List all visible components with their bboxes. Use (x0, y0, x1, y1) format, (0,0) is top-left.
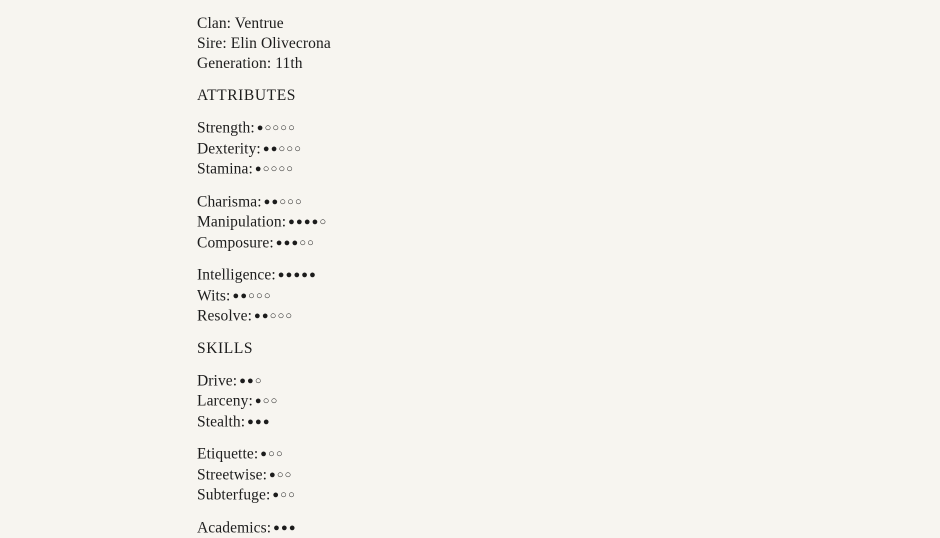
spacer (197, 180, 837, 192)
attributes-heading: ATTRIBUTES (197, 86, 837, 106)
spacer (197, 359, 837, 371)
trait-label: Wits: (197, 287, 230, 304)
trait-row (197, 286, 837, 307)
trait-dots: ●○○ (255, 395, 279, 407)
trait-dots: ●●○○○ (263, 143, 302, 155)
trait-label: Resolve: (197, 308, 252, 325)
trait-dots: ●●●●● (278, 269, 317, 281)
trait-label: Etiquette: (197, 446, 258, 463)
spacer (197, 506, 837, 518)
trait-row (197, 233, 837, 254)
trait-dots: ●●○○○ (232, 290, 271, 302)
skills-group-mental (197, 518, 837, 538)
trait-label: Streetwise: (197, 466, 267, 483)
spacer (197, 253, 837, 265)
trait-dots: ●●○○○ (264, 196, 303, 208)
sire-value: Elin Olivecrona (231, 35, 331, 52)
attributes-group-social (197, 192, 837, 254)
generation-label: Generation: (197, 55, 271, 72)
trait-row (197, 306, 837, 327)
trait-dots: ●●●●○ (288, 216, 327, 228)
trait-dots: ●●○○○ (254, 310, 293, 322)
trait-label: Larceny: (197, 393, 253, 410)
trait-label: Subterfuge: (197, 487, 270, 504)
trait-dots: ●●● (273, 522, 297, 534)
clan-label: Clan: (197, 15, 231, 32)
trait-dots: ●○○ (269, 469, 293, 481)
trait-dots: ●●○ (239, 375, 263, 387)
spacer (197, 327, 837, 339)
trait-row (197, 159, 837, 180)
skills-group-social (197, 444, 837, 506)
trait-row (197, 118, 837, 139)
trait-row (197, 371, 837, 392)
trait-label: Composure: (197, 234, 274, 251)
character-sheet (197, 14, 837, 538)
trait-row (197, 391, 837, 412)
clan-value: Ventrue (235, 15, 284, 32)
generation-value: 11th (275, 55, 302, 72)
skills-group-physical (197, 371, 837, 433)
trait-row (197, 192, 837, 213)
trait-row (197, 518, 837, 538)
trait-row (197, 212, 837, 233)
spacer (197, 432, 837, 444)
trait-row (197, 139, 837, 160)
trait-dots: ●○○○○ (257, 122, 296, 134)
attributes-group-mental (197, 265, 837, 327)
trait-row (197, 485, 837, 506)
trait-label: Intelligence: (197, 267, 276, 284)
spacer (197, 106, 837, 118)
trait-label: Academics: (197, 519, 271, 536)
trait-label: Drive: (197, 372, 237, 389)
spacer (197, 74, 837, 86)
attributes-group-physical (197, 118, 837, 180)
trait-label: Strength: (197, 120, 255, 137)
sire-label: Sire: (197, 35, 227, 52)
trait-label: Charisma: (197, 193, 262, 210)
trait-row (197, 465, 837, 486)
trait-label: Stealth: (197, 413, 245, 430)
trait-dots: ●●● (247, 416, 271, 428)
trait-label: Manipulation: (197, 214, 286, 231)
trait-row (197, 412, 837, 433)
trait-row (197, 265, 837, 286)
trait-dots: ●○○ (260, 448, 284, 460)
header-block (197, 14, 837, 74)
trait-label: Stamina: (197, 161, 253, 178)
skills-heading: SKILLS (197, 339, 837, 359)
trait-row (197, 444, 837, 465)
generation-line (197, 54, 837, 74)
trait-dots: ●○○ (272, 489, 296, 501)
sire-line (197, 34, 837, 54)
clan-line (197, 14, 837, 34)
trait-dots: ●○○○○ (255, 163, 294, 175)
trait-label: Dexterity: (197, 140, 261, 157)
trait-dots: ●●●○○ (276, 237, 315, 249)
